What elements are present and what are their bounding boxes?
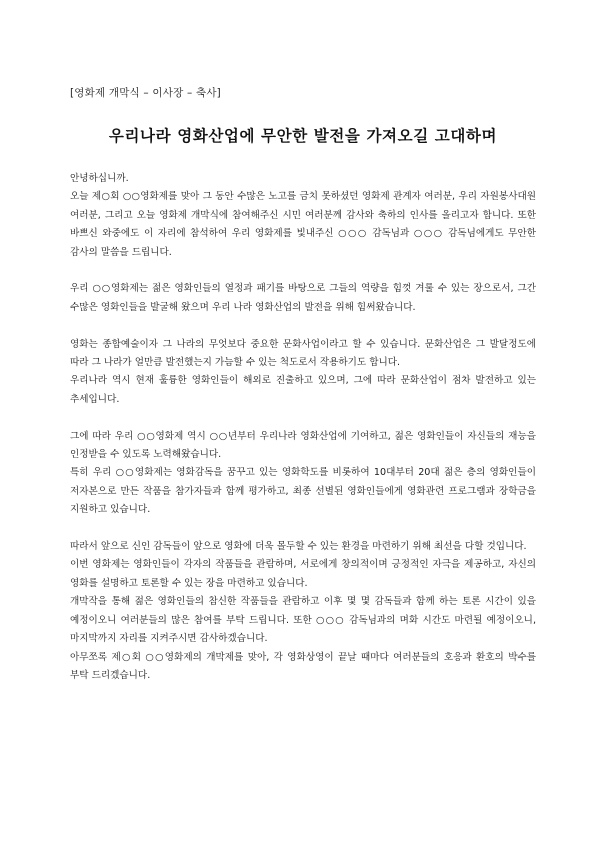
paragraph-contribution: 그에 따라 우리 ○○영화제 역시 ○○년부터 우리나라 영화산업에 기여하고, 젊은 영화인들이 자신들의 재능을 인정받을 수 있도록 노력해왔습니다. — [70, 430, 536, 461]
paragraph-film-culture: 영화는 종합예술이자 그 나라의 무엇보다 중요한 문화사업이라고 할 수 있습니다. 문화산업은 그 발달정도에 따라 그 나라가 얼만큼 발전했는지 가늠할 수 있는 척도로서 작용하기도 합니다. — [70, 338, 536, 369]
paragraph-opening-film: 개막작을 통해 젊은 영화인들의 참신한 작품들을 관람하고 이후 몇 몇 감독들과 함께 하는 토론 시간이 있을 예정이오니 여러분들의 많은 참여를 부탁 드립니다. 또한 ○○○ 감독님과의 며화 시간도 마련될 예정이오니, 마지막까지 자리를 지켜주시면 감사하겠습니다. — [70, 596, 536, 645]
greeting-line: 안녕하십니까. — [70, 173, 129, 184]
paragraph-thanks: 오늘 제○회 ○○영화제를 맞아 그 동안 수많은 노고를 금치 못하셨던 영화제 관계자 여러분, 우리 자원봉사대원 여러분, 그리고 오늘 영화제 개막식에 참여해주신 시민 여러분께 감사와 축하의 인사를 올리고자 합니다. 또한 바쁘신 와중에도 이 자리에 참석하여 우리 영화제를 빛내주신 ○○○ 감독님과 ○○○ 감독님에게도 무안한 감사의 말씀을 드립니다. — [70, 191, 536, 258]
document-title: 우리나라 영화산업에 무안한 발전을 가져오길 고대하며 — [108, 127, 498, 145]
paragraph-festival-intro: 우리 ○○영화제는 젊은 영화인들의 열정과 패기를 바탕으로 그들의 역량을 힘껏 겨룰 수 있는 장으로서, 그간 수많은 영화인들을 발굴해 왔으며 우리 나라 영화산업의 발전을 위해 힘써왔습니다. — [70, 283, 536, 313]
paragraph-closing: 아무쪼록 제○회 ○○영화제의 개막제를 맞아, 각 영화상영이 끝날 때마다 여러분들의 호응과 환호의 박수를 부탁 드리겠습니다. — [70, 651, 536, 681]
paragraph-commitment: 따라서 앞으로 신인 감독들이 앞으로 영화에 더욱 몰두할 수 있는 환경을 마련하기 위해 최선을 다할 것입니다. — [70, 541, 527, 553]
document-body — [70, 170, 536, 685]
document-header-tag: [영화제 개막식 – 이사장 – 축사] — [70, 87, 221, 99]
paragraph-korea-trend: 우리나라 역시 현재 훌륭한 영화인들이 해외로 진출하고 있으며, 그에 따라 문화산업이 점차 발전하고 있는 추세입니다. — [70, 375, 536, 405]
paragraph-support-program: 특히 우리 ○○영화제는 영화감독을 꿈꾸고 있는 영화학도를 비롯하여 10대부터 20대 젊은 층의 영화인들이 저자본으로 만든 작품을 참가자들과 함께 평가하고, 최종 선별된 영화인들에게 영화관련 프로그램과 장학금을 지원하고 있습니다. — [70, 467, 536, 516]
paragraph-this-festival: 이번 영화제는 영화인들이 각자의 작품들을 관람하며, 서로에게 창의적이며 긍정적인 자극을 제공하고, 자신의 영화를 설명하고 토론할 수 있는 장을 마련하고 있습니다. — [70, 559, 536, 589]
